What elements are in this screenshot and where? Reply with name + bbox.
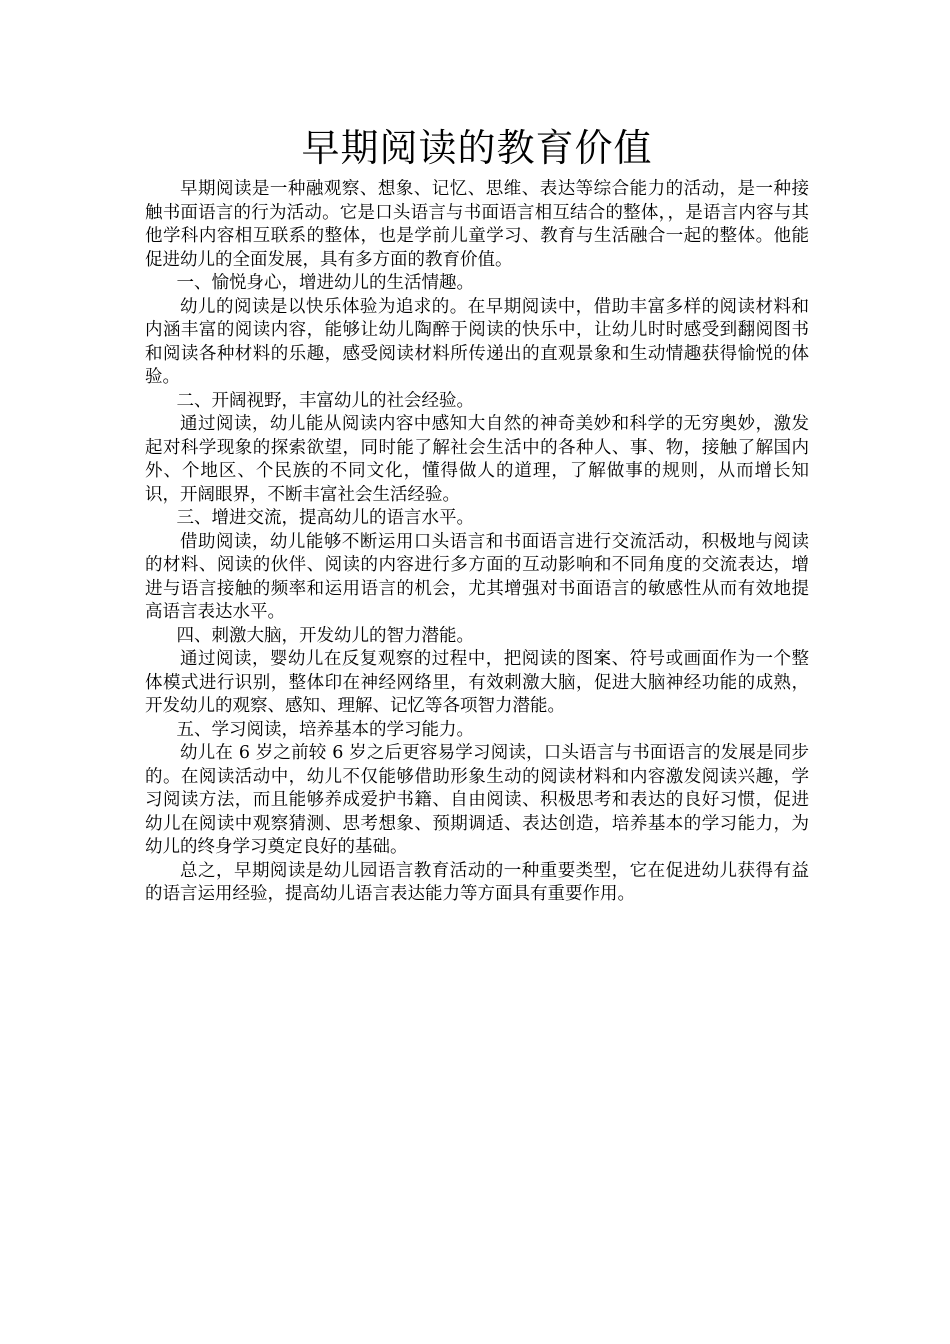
document-title: 早期阅读的教育价值 [301,126,653,170]
section-heading-4: 四、刺激大脑，开发幼儿的智力潜能。 [176,625,474,646]
section-body-2: 通过阅读，幼儿能从阅读内容中感知大自然的神奇美妙和科学的无穷奥妙，激发起对科学现象的探索欲望，同时能了解社会生活中的各种人、事、物，接触了解国内外、个地区、个民族的不同文化，懂得做人的道理，了解做事的规则，从而增长知识，开阔眼界，不断丰富社会生活经验。 [145,414,809,505]
section-heading-5: 五、学习阅读，培养基本的学习能力。 [176,719,474,740]
intro-paragraph: 早期阅读是一种融观察、想象、记忆、思维、表达等综合能力的活动，是一种接触书面语言的行为活动。它是口头语言与书面语言相互结合的整体，，是语言内容与其他学科内容相互联系的整体，也是学前儿童学习、教育与生活融合一起的整体。他能促进幼儿的全面发展，具有多方面的教育价值。 [145,179,809,270]
document-page [145,122,809,907]
section-body-4: 通过阅读，婴幼儿在反复观察的过程中，把阅读的图案、符号或画面作为一个整体模式进行识别，整体印在神经网络里，有效刺激大脑，促进大脑神经功能的成熟，开发幼儿的观察、感知、理解、记忆等各项智力潜能。 [145,649,809,716]
section-heading-3: 三、增进交流，提高幼儿的语言水平。 [176,508,474,528]
section-body-3: 借助阅读，幼儿能够不断运用口头语言和书面语言进行交流活动，积极地与阅读的材料、阅读的伙伴、阅读的内容进行多方面的互动影响和不同角度的交流表达，增进与语言接触的频率和运用语言的机会，尤其增强对书面语言的敏感性从而有效地提高语言表达水平。 [145,531,809,622]
section-heading-1: 一、愉悦身心，增进幼儿的生活情趣。 [176,273,474,293]
conclusion-paragraph: 总之，早期阅读是幼儿园语言教育活动的一种重要类型，它在促进幼儿获得有益的语言运用经验，提高幼儿语言表达能力等方面具有重要作用。 [145,860,809,904]
section-body-1: 幼儿的阅读是以快乐体验为追求的。在早期阅读中，借助丰富多样的阅读材料和内涵丰富的阅读内容，能够让幼儿陶醉于阅读的快乐中，让幼儿时时感受到翻阅图书和阅读各种材料的乐趣，感受阅读材料所传递出的直观景象和生动情趣获得愉悦的体验。 [145,296,809,387]
section-heading-2: 二、开阔视野，丰富幼儿的社会经验。 [176,390,474,411]
section-body-5: 幼儿在 6 岁之前较 6 岁之后更容易学习阅读，口头语言与书面语言的发展是同步的。在阅读活动中，幼儿不仅能够借助形象生动的阅读材料和内容激发阅读兴趣，学习阅读方法，而且能够养成爱护书籍、自由阅读、积极思考和表达的良好习惯，促进幼儿在阅读中观察猜测、思考想象、预期调适、表达创造，培养基本的学习能力，为幼儿的终身学习奠定良好的基础。 [145,743,809,857]
